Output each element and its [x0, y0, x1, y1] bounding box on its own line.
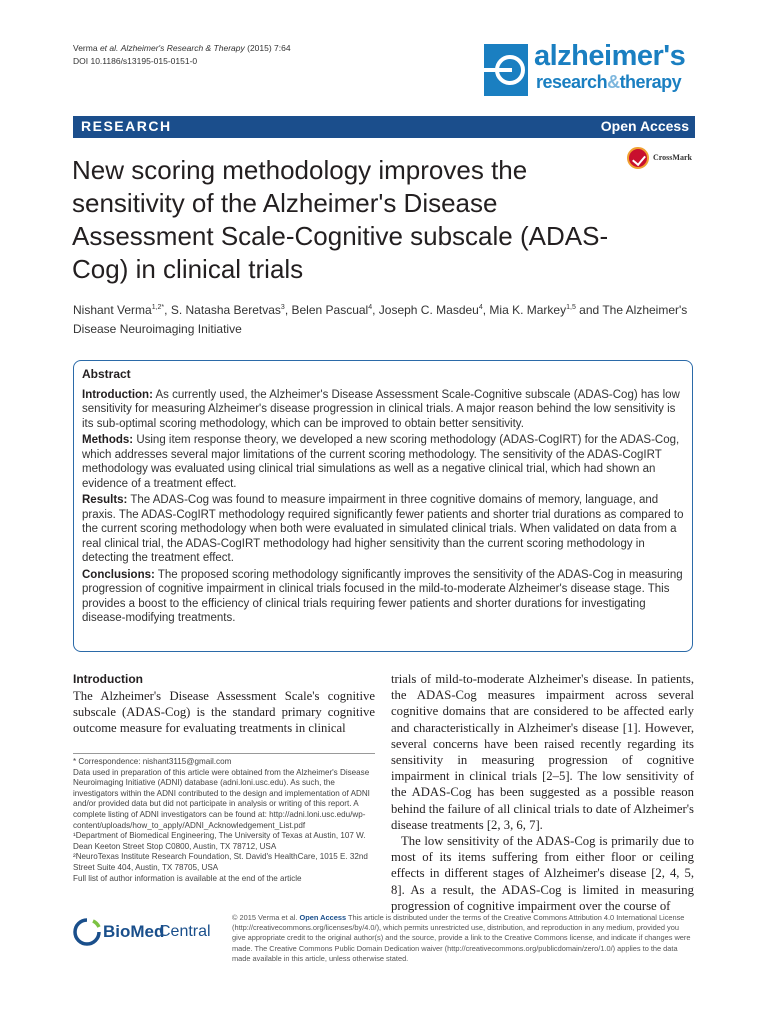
abstract-section-label: Conclusions:: [82, 568, 155, 581]
abstract-introduction: [82, 388, 684, 432]
license-text: [232, 913, 694, 964]
author-affiliation: 1,2*: [151, 304, 165, 311]
license-body: This article is distributed under the terms of the Creative Commons Attribution 4.0 International License (http://creativecommons.org/licenses/by/4.0/), which permits unrestricted use, distribution, and reproduction in any medium, provided you give appropriate credit to the original author(s) and the source, provide a link to the Creative Commons license, and indicate if changes were made. The Creative Commons Public Domain Dedication waiver (http://creativecommons.org/publicdomain/zero/1.0/) applies to the data made available in this article, unless otherwise stated.: [232, 913, 691, 963]
citation-etal: et al.: [99, 43, 119, 53]
affiliation-note: ²NeuroTexas Institute Research Foundation, St. David's HealthCare, 1015 E. 32nd Street Suite 404, Austin, TX 78705, USA: [73, 852, 368, 872]
citation-doi: DOI 10.1186/s13195-015-0151-0: [73, 56, 198, 66]
author-list: [73, 298, 693, 339]
abstract-section-text: As currently used, the Alzheimer's Disease Assessment Scale-Cognitive subscale (ADAS-Cog) has low sensitivity for measuring Alzheimer's disease progression in clinical trials. A major reason behind the low sensitivity is its sub-optimal scoring methodology, which can be improved to obtain better sensitivity.: [82, 388, 680, 430]
author-affiliation: 3: [280, 304, 285, 311]
author-name: Belen Pascual: [291, 303, 369, 317]
citation-line: [73, 42, 291, 55]
abstract-section-label: Methods:: [82, 434, 134, 446]
author[interactable]: [291, 303, 372, 317]
citation-journal: Alzheimer's Research & Therapy: [120, 43, 245, 53]
introduction-paragraph: The low sensitivity of the ADAS-Cog is primarily due to most of its items suffering from either floor or ceiling effects in different stages of Alzheimer's disease [2, 4, 5, 8]. As a result, the ADAS-Cog is limited in measuring progression of cognitive impairment over the course of: [391, 834, 694, 913]
abstract-box: [73, 360, 693, 652]
crossmark-icon: [627, 147, 649, 169]
author-name: Nishant Verma: [73, 303, 152, 317]
abstract-conclusions: [82, 568, 684, 626]
author-separator: ,: [284, 303, 292, 317]
author-info-note: Full list of author information is available at the end of the article: [73, 873, 302, 883]
journal-logo: [484, 40, 696, 102]
correspondence-note: * Correspondence: nishant3115@gmail.com: [73, 757, 232, 766]
author-name: Joseph C. Masdeu: [378, 303, 479, 317]
author-separator: ,: [482, 303, 490, 317]
citation-authors: Verma: [73, 43, 98, 53]
copyright: © 2015 Verma et al.: [232, 913, 298, 922]
journal-logo-icon: [484, 44, 528, 96]
publisher-logo: [73, 916, 223, 950]
publisher-name-central: Central: [159, 923, 211, 940]
author-affiliation: 4: [478, 304, 483, 311]
author-affiliation: 4: [368, 304, 373, 311]
abstract-section-label: Introduction:: [82, 388, 153, 401]
crossmark-label: CrossMark: [653, 153, 692, 162]
biomed-central-icon: [73, 918, 101, 946]
footnotes: [73, 757, 375, 884]
author-separator: ,: [372, 303, 379, 317]
abstract-results: [82, 493, 684, 566]
introduction-heading: Introduction: [73, 672, 143, 686]
author-separator: and The Alzheimer's Disease Neuroimaging Initiative: [73, 303, 688, 336]
author[interactable]: [73, 303, 164, 317]
section-label: RESEARCH: [81, 118, 172, 134]
author[interactable]: [171, 303, 285, 317]
author-name: S. Natasha Beretvas: [170, 303, 281, 317]
journal-logo-therapy: therapy: [619, 72, 682, 92]
journal-logo-amp: &: [607, 72, 620, 92]
introduction-paragraph: trials of mild-to-moderate Alzheimer's disease. In patients, the ADAS-Cog measures impairment across several cognitive domains that are considered to be affected early and characteristically in Alzheimer's disease [1]. However, several concerns have been raised recently regarding its sensitivity in measuring progression of cognitive impairment in clinical trials [2–5]. The low sensitivity of the ADAS-Cog has been suggested as a possible reason behind the failure of all clinical trials to date of Alzheimer's disease treatments [2, 3, 6, 7].: [391, 672, 694, 832]
journal-logo-line1: alzheimer's: [534, 40, 686, 72]
journal-logo-line2: [536, 72, 681, 93]
citation-year-volume: (2015) 7:64: [247, 43, 291, 53]
abstract-section-text: The ADAS-Cog was found to measure impairment in three cognitive domains of memory, language, and praxis. The ADAS-CogIRT methodology required significantly fewer patients and shorter trial durations as compared to the current scoring methodology when both were evaluated in simulated clinical trials. When validated on data from a real clinical trial, the ADAS-CogIRT methodology had higher sensitivity than the current scoring methodology in detecting the treatment effect.: [82, 494, 684, 564]
introduction-left-column: The Alzheimer's Disease Assessment Scale's cognitive subscale (ADAS-Cog) is the standard primary cognitive outcome measure for evaluating treatments in clinical: [73, 689, 375, 736]
author[interactable]: [379, 303, 483, 317]
citation-header: [73, 42, 291, 68]
abstract-section-text: Using item response theory, we developed a new scoring methodology (ADAS-CogIRT) for the ADAS-Cog, which addresses several major limitations of the current scoring methodology. The sensitivity of the ADAS-CogIRT methodology was evaluated using clinical trial simulations as well as a negative clinical trial, which had shown an evidence of a treatment effect.: [82, 434, 680, 490]
section-banner: [73, 116, 695, 138]
author-affiliation: 1,5: [566, 304, 576, 311]
author[interactable]: [489, 303, 575, 317]
abstract-heading: Abstract: [82, 367, 131, 381]
adni-note: Data used in preparation of this article were obtained from the Alzheimer's Disease Neuroimaging Initiative (ADNI) database (adni.loni.usc.edu). As such, the investigators within the ADNI contributed to the design and implementation of ADNI and/or provided data but did not participate in analysis or writing of this report. A complete listing of ADNI investigators can be found at: http://adni.loni.usc.edu/wp-content/uploads/how_to_apply/ADNI_Acknowledgement_List.pdf: [73, 767, 370, 830]
affiliation-note: ¹Department of Biomedical Engineering, The University of Texas at Austin, 107 W. Dean Keeton Street Stop C0800, Austin, TX 78712, USA: [73, 831, 366, 851]
article-title: New scoring methodology improves the sensitivity of the Alzheimer's Disease Assessment Scale-Cognitive subscale (ADAS-Cog) in clinical trials: [72, 155, 609, 284]
open-access-label: Open Access: [600, 118, 689, 134]
footnote-divider: [73, 753, 375, 754]
abstract-section-text: The proposed scoring methodology significantly improves the sensitivity of the ADAS-Cog in measuring progression of cognitive impairment in clinical trials focused in the mild-to-moderate Alzheimer's disease stage. This provides a boost to the efficiency of clinical trials requiring fewer patients and shorter durations for investigating disease-modifying treatments.: [82, 568, 683, 624]
abstract-section-label: Results:: [82, 494, 128, 506]
journal-logo-research: research: [536, 72, 608, 92]
author-separator: ,: [164, 303, 171, 317]
publisher-name-bio: BioMed: [103, 922, 165, 941]
license-open-access: Open Access: [299, 913, 347, 922]
abstract-methods: [82, 433, 684, 491]
author-name: Mia K. Markey: [489, 303, 567, 317]
introduction-right-column: [391, 671, 694, 914]
crossmark-badge[interactable]: [627, 147, 707, 173]
